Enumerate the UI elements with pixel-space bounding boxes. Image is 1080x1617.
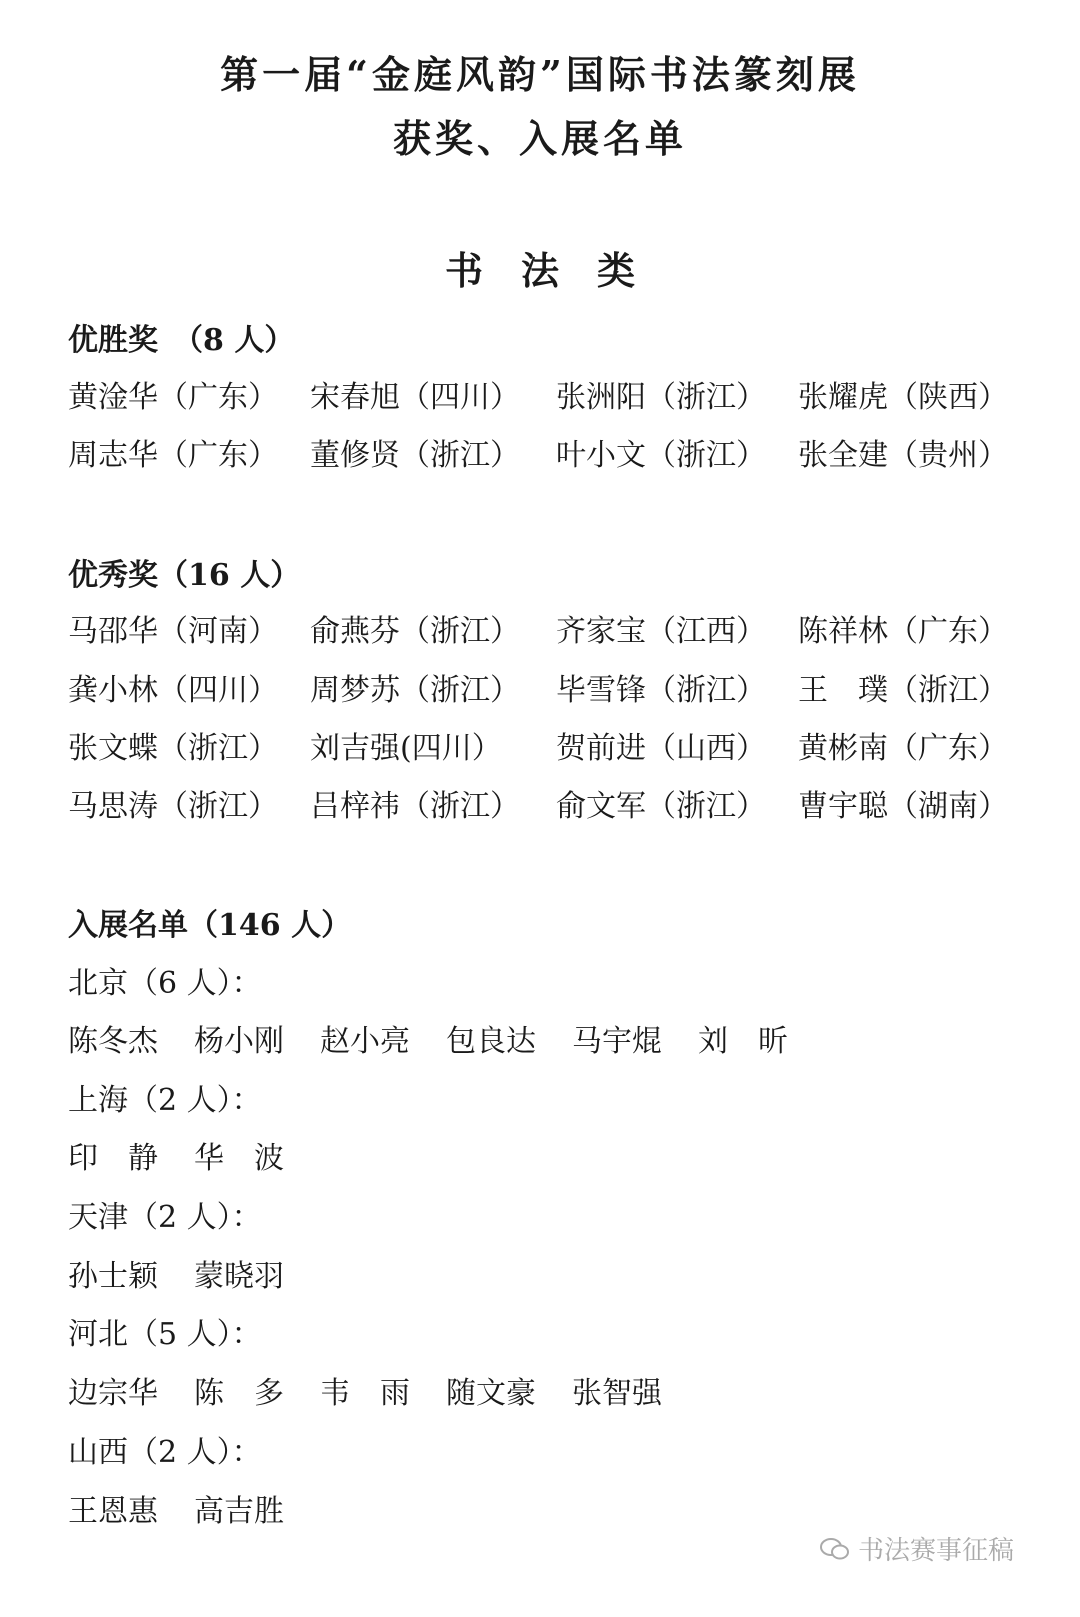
winner-entry: 张文蝶（浙江）: [68, 731, 278, 766]
province-label: 天津（2 人）：: [68, 1200, 262, 1235]
winner-entry: 张洲阳（浙江）: [556, 380, 766, 415]
winner-entry: 俞燕芬（浙江）: [310, 614, 520, 649]
name-list: [68, 1486, 320, 1530]
winner-entry: 宋春旭（四川）: [310, 380, 520, 415]
wechat-icon: [820, 1537, 850, 1561]
winner-entry: 马思涛（浙江）: [68, 789, 278, 824]
winner-entry: 马邵华（河南）: [68, 614, 278, 649]
award-row: [0, 372, 1080, 415]
category-heading: 书 法 类: [444, 248, 635, 293]
entrant-name: 陈冬杰: [68, 1024, 158, 1059]
winner-entry: 叶小文（浙江）: [556, 438, 766, 473]
winner-entry: 龚小林（四川）: [68, 673, 278, 708]
entrant-name: 高吉胜: [194, 1494, 284, 1529]
winner-entry: 董修贤（浙江）: [310, 438, 520, 473]
entrant-name: 杨小刚: [194, 1024, 284, 1059]
entrant-name: 华 波: [194, 1141, 284, 1176]
winner-entry: 刘吉强(四川）: [310, 731, 502, 766]
entrant-name: 王恩惠: [68, 1494, 158, 1529]
name-list: [68, 1016, 824, 1060]
watermark-text: 书法赛事征稿: [858, 1536, 1015, 1566]
award-row: [0, 781, 1080, 824]
entrant-name: 张智强: [572, 1376, 662, 1411]
entrant-name: 印 静: [68, 1141, 158, 1176]
winner-entry: 黄淦华（广东）: [68, 380, 278, 415]
entrant-name: 包良达: [446, 1024, 536, 1059]
entrant-name: 韦 雨: [320, 1376, 410, 1411]
name-list: [68, 1133, 320, 1177]
award-heading-merit: 优秀奖（16 人）: [68, 558, 301, 593]
winner-entry: 黄彬南（广东）: [798, 731, 1008, 766]
award-row: [0, 723, 1080, 766]
winner-entry: 吕梓祎（浙江）: [310, 789, 520, 824]
winner-entry: 周梦苏（浙江）: [310, 673, 520, 708]
entrant-name: 赵小亮: [320, 1024, 410, 1059]
winner-entry: 贺前进（山西）: [556, 731, 766, 766]
winner-entry: 张耀虎（陕西）: [798, 380, 1008, 415]
entrant-name: 刘 昕: [698, 1024, 788, 1059]
entrant-name: 边宗华: [68, 1376, 158, 1411]
winner-entry: 齐家宝（江西）: [556, 614, 766, 649]
province-label: 山西（2 人）：: [68, 1435, 262, 1470]
entrant-name: 陈 多: [194, 1376, 284, 1411]
entrant-name: 马宇焜: [572, 1024, 662, 1059]
award-row: [0, 606, 1080, 649]
entrant-name: 随文豪: [446, 1376, 536, 1411]
name-list: [68, 1251, 320, 1295]
document-subtitle: 获奖、入展名单: [392, 116, 687, 161]
document-title: 第一届“金庭风韵”国际书法篆刻展: [220, 52, 860, 97]
entrant-name: 孙士颖: [68, 1259, 158, 1294]
province-label: 河北（5 人）：: [68, 1317, 262, 1352]
winner-entry: 张全建（贵州）: [798, 438, 1008, 473]
winner-entry: 王 璞（浙江）: [798, 673, 1008, 708]
name-list: [68, 1368, 698, 1412]
winner-entry: 陈祥林（广东）: [798, 614, 1008, 649]
winner-entry: 俞文军（浙江）: [556, 789, 766, 824]
award-row: [0, 665, 1080, 708]
entrant-name: 蒙晓羽: [194, 1259, 284, 1294]
watermark: [820, 1530, 1014, 1567]
winner-entry: 周志华（广东）: [68, 438, 278, 473]
province-label: 上海（2 人）：: [68, 1083, 262, 1118]
winner-entry: 毕雪锋（浙江）: [556, 673, 766, 708]
award-heading-excellence: 优胜奖 （8 人）: [68, 323, 295, 358]
entry-list-heading: 入展名单（146 人）: [68, 908, 352, 943]
award-row: [0, 430, 1080, 473]
province-label: 北京（6 人）：: [68, 966, 262, 1001]
winner-entry: 曹宇聪（湖南）: [798, 789, 1008, 824]
